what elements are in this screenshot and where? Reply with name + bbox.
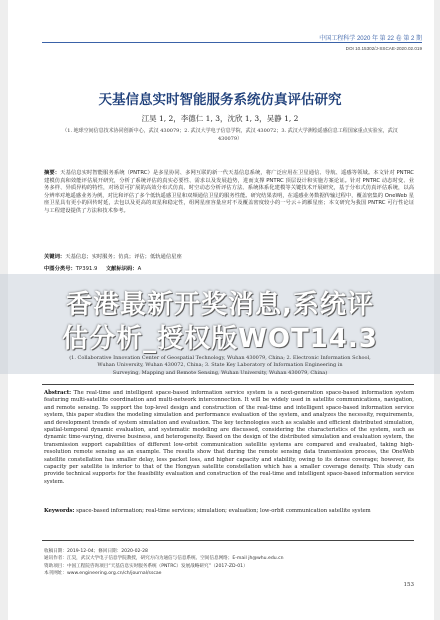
- header-rule: [42, 42, 422, 43]
- abstract-cn: [44, 170, 414, 216]
- keywords-cn-text: 天基信息；实时服务；仿真；评估；低轨通信星座: [65, 254, 182, 260]
- doc-code-label: 文献标识码：: [105, 266, 138, 272]
- doc-code-value: A: [137, 266, 142, 272]
- abstract-top-rule: [42, 384, 414, 385]
- clc-label: 中图分类号：: [44, 266, 76, 272]
- keywords-cn-label: 关键词：: [44, 254, 66, 260]
- journal-header: 中国工程科学 2020 年 第 22 卷 第 2 期: [319, 36, 422, 42]
- abstract-en-label: Abstract:: [44, 390, 72, 396]
- abstract-en-text: The real-time and intelligent space-based information service system is a next-generation space-based information system featuring multi-satellite coordination and multi-network interconnection. It will be widely used in satellite communications, navigation, and remote sensing. To support the top-level design and construction of the real-time and intelligent space-based information service system, this paper studies the modeling simulation and performance evaluation of the system, and analyzes the necessity, requirements, and development trends of system simulation and evaluation. The key technologies such as scalable and efficient distributed simulation, spatial-temporal dynamic evaluation, and systematic modeling are discussed, considering the characteristics of the system, such as dynamic time-varying, diverse business, and heterogeneity. Based on the design of the distributed simulation and evaluation system, the transmission support capabilities of different low-orbit communication satellite systems are compared and evaluated, taking high-resolution remote sensing as an example. The results show that during the remote sensing data transmission process, the OneWeb satellite constellation has smaller delay, less packet loss, and higher capacity and stability, owing to its dense coverage; however, its capacity per satellite is inferior to that of the Hongyan satellite constellation which has a smaller coverage density. This study can provide technical supports for the feasibility evaluation and construction of the real-time and intelligent space-based information service system.: [44, 390, 414, 485]
- keywords-en-text: space-based information; real-time services; simulation; evaluation; low-orbit communication satellite system: [76, 508, 371, 514]
- page-number: 153: [403, 582, 414, 588]
- affiliations-en: [0, 355, 440, 377]
- watermark-line-2: 估分析_授权版WOT14.3: [62, 324, 378, 354]
- doi-line: DOI 10.15302/J-SSCAE-2020.02.019: [345, 46, 422, 51]
- clc-value: TP391.9: [75, 266, 98, 272]
- watermark-line-1: 香港最新开奖消息,系统评: [66, 290, 374, 320]
- abstract-en: [44, 390, 414, 486]
- keywords-en: [44, 508, 414, 515]
- authors-cn: 江昊 1, 2，李德仁 1, 3，沈欣 1, 3，吴静 1, 2: [141, 114, 299, 123]
- keywords-cn: [44, 252, 182, 260]
- keywords-en-label: Keywords:: [44, 508, 75, 514]
- footnote-url: 本刊网址：www.engineering.org.cn/ch/journal/sscae: [44, 571, 162, 577]
- footnote-author: 通讯作者：江昊，武汉大学电子信息学院教授，研究方向为通信与信息系统、空间信息网络；E-mail jh@whu.edu.cn: [44, 556, 284, 562]
- footnote-funding: 资助项目：中国工程院咨询项目“天基信息实时服务系统（PNTRC）发展战略研究”（2017-ZD-01）: [44, 563, 248, 569]
- affiliations-cn: （1. 地球空间信息技术协同创新中心，武汉 430079；2. 武汉大学电子信息学院，武汉 430072；3. 武汉大学测绘遥感信息工程国家重点实验室，武汉 430079）: [62, 128, 398, 142]
- classification-line: [44, 264, 141, 272]
- article-title-cn: 天基信息实时智能服务系统仿真评估研究: [98, 92, 342, 108]
- footnote-received: 收稿日期：2019-12-04；修回日期：2020-02-28: [44, 549, 148, 554]
- affiliation-en-line: (1. Collaborative Innovation Center of Geospatial Technology, Wuhan 430079, China; 2. Electronic Information School,: [69, 355, 371, 361]
- affiliation-en-line: Surveying, Mapping and Remote Sensing, Wuhan University, Wuhan 430079, China): [112, 369, 328, 376]
- abstract-cn-label: 摘要：: [44, 170, 61, 176]
- affiliation-en-line: Wuhan University, Wuhan 430072, China; 3. State Key Laboratory of Information Engineering in: [97, 362, 343, 369]
- abstract-cn-text: 天基信息实时智能服务系统（PNTRC）是多星协同、多网互联的新一代天基信息系统，将广泛应用在卫星通信、导航、遥感等领域。本文针对 PNTRC 建模仿真和效能评估展开研究，分析了系统评估的真实必要性、需求以及发展趋势，进而支撑 PNTRC 顶层设计和实施方案论证。针对 PNTRC 动态时变、业务多样、异质异构的特性，对场景可扩展的高效分布式仿真、时空动态分析评估方法、系统体系化建模等关键技术开展研究，基于分布式仿真评估系统，以高分辨率对地遥感业务为例，对比和评估了多个低轨遥感卫星和双频通信卫星的服务性能。研究结果表明，在遥感业务数据传输过程中，覆盖密集的 OneWeb 星座卫星具有更小的回传时延，去包以及更高的双星和稳定性，组网星座容量应对不及覆盖密度较小的一号云＋鸿雁星座；本文研究为我国 PNTRC 可行性论证与工程建设提供了方法和技术参考。: [44, 170, 415, 214]
- footer-rule: [42, 540, 414, 541]
- footnotes: [44, 548, 414, 578]
